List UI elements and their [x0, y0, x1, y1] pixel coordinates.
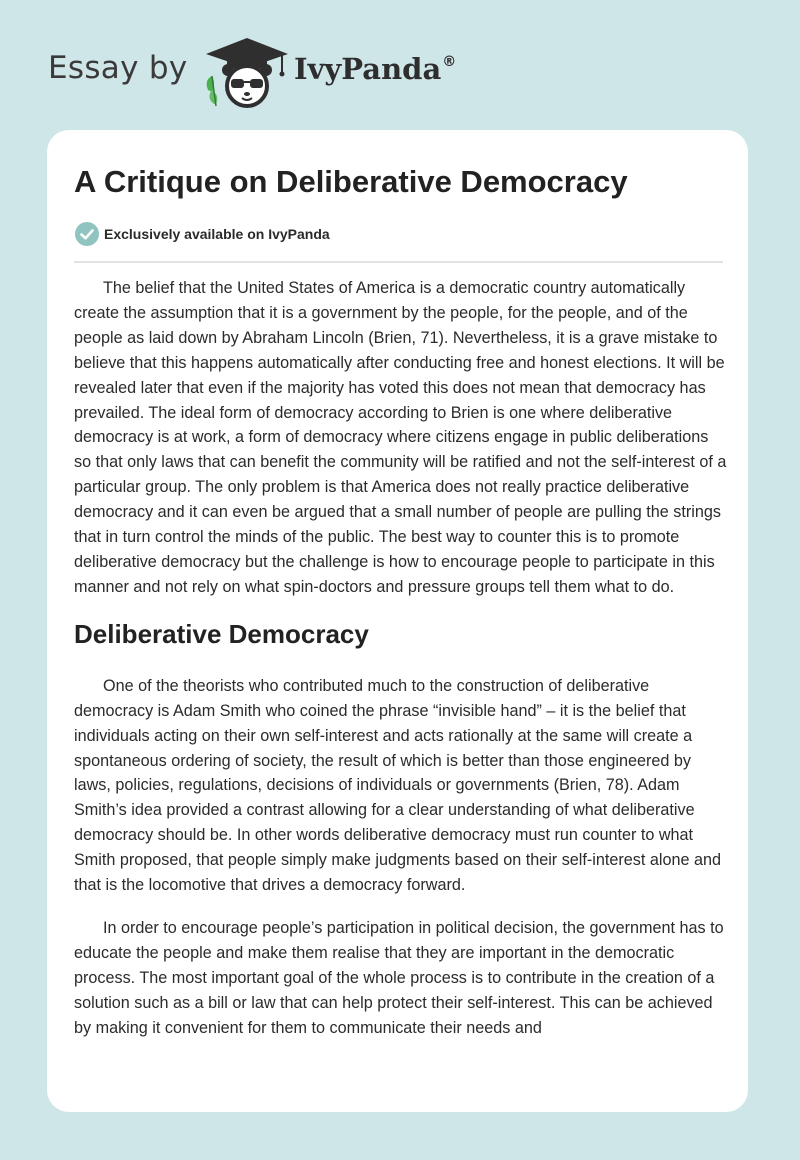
essay-body — [74, 276, 728, 1058]
paragraph: In order to encourage people’s participation in political decision, the government has to educate the people and make them realise that they are important in the democratic process. The most important goal of the whole process is to contribute in the creation of a solution such as a bill or law that can help protect their self-interest. This can be achieved by making it convenient for them to communicate their needs and — [74, 918, 724, 1037]
brand-header[interactable] — [48, 32, 468, 112]
essay-card — [47, 130, 748, 1112]
divider — [74, 261, 723, 263]
check-circle-icon — [74, 221, 100, 247]
panda-graduate-icon — [202, 34, 292, 110]
section-heading: Deliberative Democracy — [74, 618, 369, 649]
paragraph: The belief that the United States of America is a democratic country automatically create the assumption that it is a government by the people, for the people, and of the people as laid down by Abraham Lincoln (Brien, 71). Nevertheless, it is a grave mistake to believe that this happens automatically after conducting free and honest elections. It will be revealed later that even if the majority has voted this does not mean that democracy has prevailed. The ideal form of democracy according to Brien is one where deliberative democracy is at work, a form of democracy where citizens engage in public deliberations so that only laws that can benefit the community will be ratified and not the self-interest of a particular group. The only problem is that America does not really practice deliberative democracy and it can even be argued that a small number of people are pulling the strings that in turn control the minds of the public. The best way to counter this is to promote deliberative democracy but the challenge is how to encourage people to participate in this manner and not rely on what spin-doctors and pressure groups tell them what to do. — [74, 279, 727, 596]
badge-text: Exclusively available on IvyPanda — [104, 226, 330, 242]
brand-prefix: Essay by — [48, 50, 188, 86]
brand-name: IvyPanda® — [294, 52, 457, 86]
trademark: ® — [442, 54, 457, 70]
paragraph: One of the theorists who contributed much to the construction of deliberative democracy is Adam Smith who coined the phrase “invisible hand” – it is the belief that individuals acting on their own self-interest and acts rationally at the same will create a spontaneous ordering of society, the result of which is better than those engineered by laws, policies, regulations, decisions of individuals or governments (Brien, 78). Adam Smith’s idea provided a contrast allowing for a clear understanding of what deliberative democracy should be. In other words deliberative democracy must run counter to what Smith proposed, that people simply make judgments based on their self-interest alone and that is the locomotive that drives a democracy forward. — [74, 676, 721, 895]
page-title: A Critique on Deliberative Democracy — [74, 164, 628, 199]
